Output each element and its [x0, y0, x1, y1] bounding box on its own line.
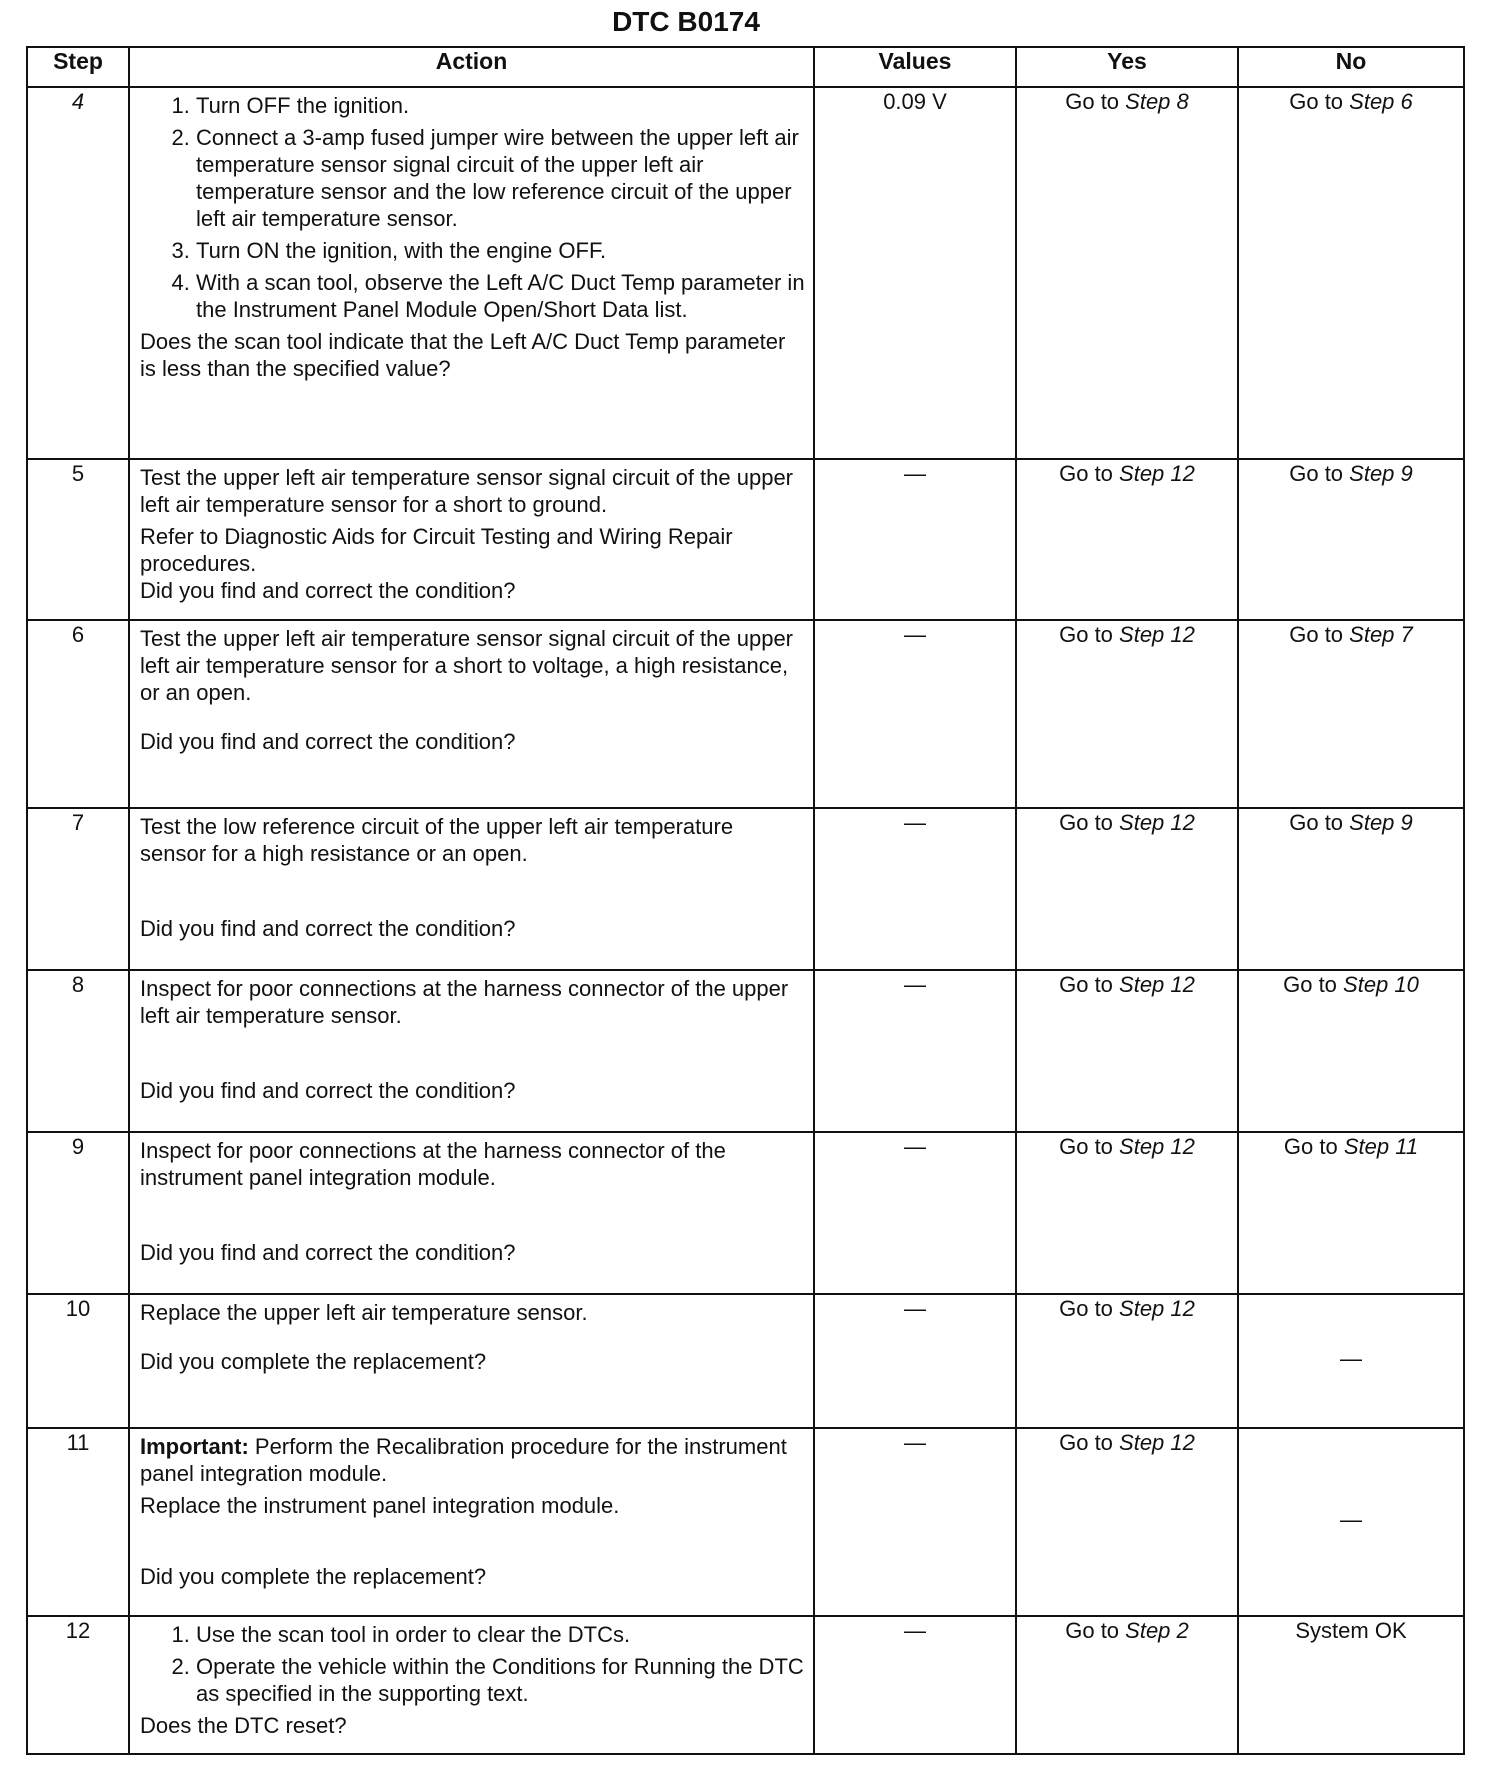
- header-action: Action: [129, 47, 814, 87]
- action-question: Did you find and correct the condition?: [140, 729, 516, 754]
- goto-prefix: Go to: [1059, 1430, 1120, 1455]
- action-question: Does the scan tool indicate that the Left A/C Duct Temp parameter is less than the specified value?: [140, 329, 786, 381]
- goto-prefix: Go to: [1289, 622, 1350, 647]
- goto-step-link[interactable]: Step 12: [1119, 1296, 1195, 1321]
- no-cell: [1238, 620, 1464, 808]
- table-row: [27, 459, 1464, 620]
- goto-step-link[interactable]: Step 9: [1349, 810, 1413, 835]
- action-question: Does the DTC reset?: [140, 1713, 347, 1738]
- step-number: 6: [27, 620, 129, 808]
- action-text: Test the low reference circuit of the upper left air temperature sensor for a high resistance or an open.: [140, 814, 734, 866]
- action-question: Did you complete the replacement?: [140, 1564, 487, 1589]
- header-yes: Yes: [1016, 47, 1238, 87]
- action-cell: [129, 1294, 814, 1428]
- goto-prefix: Go to: [1059, 461, 1120, 486]
- yes-cell: [1016, 459, 1238, 620]
- step-number: 4: [27, 87, 129, 459]
- dtc-table: [26, 46, 1465, 1755]
- yes-cell: [1016, 1294, 1238, 1428]
- goto-prefix: Go to: [1065, 1618, 1126, 1643]
- value-cell: —: [814, 1132, 1016, 1294]
- goto-prefix: Go to: [1059, 1134, 1120, 1159]
- action-list-item: 2. Connect a 3-amp fused jumper wire between the upper left air temperature sensor signal circuit of the upper left air temperature sensor and the low reference circuit of the upper left air temperature sensor.: [196, 124, 805, 232]
- value-cell: —: [814, 1428, 1016, 1616]
- action-text: Replace the upper left air temperature sensor.: [140, 1300, 588, 1325]
- action-list-item: 1. Turn OFF the ignition.: [196, 92, 805, 119]
- value-cell: —: [814, 1616, 1016, 1754]
- header-no: No: [1238, 47, 1464, 87]
- goto-step-link[interactable]: Step 12: [1119, 810, 1195, 835]
- action-question: Did you find and correct the condition?: [140, 1240, 516, 1265]
- goto-step-link[interactable]: Step 9: [1349, 461, 1413, 486]
- goto-step-link[interactable]: Step 2: [1125, 1618, 1189, 1643]
- no-cell: —: [1238, 1428, 1464, 1616]
- action-question: Did you find and correct the condition?: [140, 916, 516, 941]
- step-number: 12: [27, 1616, 129, 1754]
- table-row: [27, 1616, 1464, 1754]
- step-number: 5: [27, 459, 129, 620]
- yes-cell: [1016, 1616, 1238, 1754]
- yes-cell: [1016, 87, 1238, 459]
- value-cell: —: [814, 808, 1016, 970]
- action-text-secondary: Replace the instrument panel integration module.: [140, 1493, 620, 1518]
- no-cell: [1238, 970, 1464, 1132]
- value-cell: —: [814, 1294, 1016, 1428]
- header-row: [27, 47, 1464, 87]
- yes-cell: [1016, 620, 1238, 808]
- action-cell: [129, 1132, 814, 1294]
- action-question: Did you find and correct the condition?: [140, 578, 516, 603]
- action-list: [140, 92, 805, 323]
- yes-cell: [1016, 1428, 1238, 1616]
- header-step: Step: [27, 47, 129, 87]
- table-row: [27, 1294, 1464, 1428]
- goto-prefix: Go to: [1059, 1296, 1120, 1321]
- goto-step-link[interactable]: Step 11: [1343, 1134, 1419, 1159]
- action-text: Inspect for poor connections at the harness connector of the upper left air temperature sensor.: [140, 976, 789, 1028]
- no-cell: System OK: [1238, 1616, 1464, 1754]
- step-number: 8: [27, 970, 129, 1132]
- action-cell: [129, 1616, 814, 1754]
- action-cell: [129, 459, 814, 620]
- goto-prefix: Go to: [1059, 622, 1120, 647]
- action-list: [140, 1621, 805, 1707]
- goto-step-link[interactable]: Step 6: [1349, 89, 1413, 114]
- document-title: DTC B0174: [612, 6, 760, 37]
- goto-step-link[interactable]: Step 12: [1119, 1430, 1195, 1455]
- goto-step-link[interactable]: Step 12: [1119, 461, 1195, 486]
- table-row: [27, 1428, 1464, 1616]
- step-number: 9: [27, 1132, 129, 1294]
- action-cell: [129, 1428, 814, 1616]
- no-cell: [1238, 459, 1464, 620]
- table-row: [27, 1132, 1464, 1294]
- no-cell: [1238, 808, 1464, 970]
- action-cell: [129, 808, 814, 970]
- action-text: Test the upper left air temperature sensor signal circuit of the upper left air temperature sensor for a short to voltage, a high resistance, or an open.: [140, 626, 794, 705]
- table-row: [27, 808, 1464, 970]
- goto-prefix: Go to: [1289, 89, 1350, 114]
- action-question: Did you find and correct the condition?: [140, 1078, 516, 1103]
- goto-step-link[interactable]: Step 7: [1349, 622, 1413, 647]
- table-row: [27, 620, 1464, 808]
- action-list-item: 1. Use the scan tool in order to clear the DTCs.: [196, 1621, 805, 1648]
- goto-step-link[interactable]: Step 12: [1119, 972, 1195, 997]
- goto-step-link[interactable]: Step 12: [1119, 622, 1195, 647]
- goto-prefix: Go to: [1289, 461, 1350, 486]
- action-cell: [129, 87, 814, 459]
- action-cell: [129, 970, 814, 1132]
- yes-cell: [1016, 970, 1238, 1132]
- goto-prefix: Go to: [1283, 1134, 1344, 1159]
- header-values: Values: [814, 47, 1016, 87]
- value-cell: 0.09 V: [814, 87, 1016, 459]
- step-number: 10: [27, 1294, 129, 1428]
- important-label: Important:: [140, 1434, 249, 1459]
- action-text-secondary: Refer to Diagnostic Aids for Circuit Testing and Wiring Repair procedures.: [140, 524, 733, 576]
- step-number: 7: [27, 808, 129, 970]
- goto-prefix: Go to: [1289, 810, 1350, 835]
- action-question: Did you complete the replacement?: [140, 1349, 487, 1374]
- action-cell: [129, 620, 814, 808]
- goto-prefix: Go to: [1059, 972, 1120, 997]
- step-number: 11: [27, 1428, 129, 1616]
- no-cell: [1238, 87, 1464, 459]
- goto-prefix: Go to: [1283, 972, 1344, 997]
- value-cell: —: [814, 620, 1016, 808]
- goto-step-link[interactable]: Step 12: [1119, 1134, 1195, 1159]
- goto-step-link[interactable]: Step 8: [1125, 89, 1189, 114]
- action-text: Inspect for poor connections at the harness connector of the instrument panel integration module.: [140, 1138, 726, 1190]
- action-list-item: 4. With a scan tool, observe the Left A/C Duct Temp parameter in the Instrument Panel Module Open/Short Data list.: [196, 269, 805, 323]
- table-row: [27, 87, 1464, 459]
- action-list-item: 2. Operate the vehicle within the Conditions for Running the DTC as specified in the supporting text.: [196, 1653, 805, 1707]
- action-text: Perform the Recalibration procedure for the instrument panel integration module.: [140, 1434, 787, 1486]
- goto-step-link[interactable]: Step 10: [1343, 972, 1419, 997]
- no-cell: [1238, 1132, 1464, 1294]
- yes-cell: [1016, 1132, 1238, 1294]
- action-text: Test the upper left air temperature sensor signal circuit of the upper left air temperature sensor for a short to ground.: [140, 465, 794, 517]
- table-row: [27, 970, 1464, 1132]
- goto-prefix: Go to: [1059, 810, 1120, 835]
- goto-prefix: Go to: [1065, 89, 1126, 114]
- yes-cell: [1016, 808, 1238, 970]
- value-cell: —: [814, 970, 1016, 1132]
- no-cell: —: [1238, 1294, 1464, 1428]
- action-list-item: 3. Turn ON the ignition, with the engine OFF.: [196, 237, 805, 264]
- value-cell: —: [814, 459, 1016, 620]
